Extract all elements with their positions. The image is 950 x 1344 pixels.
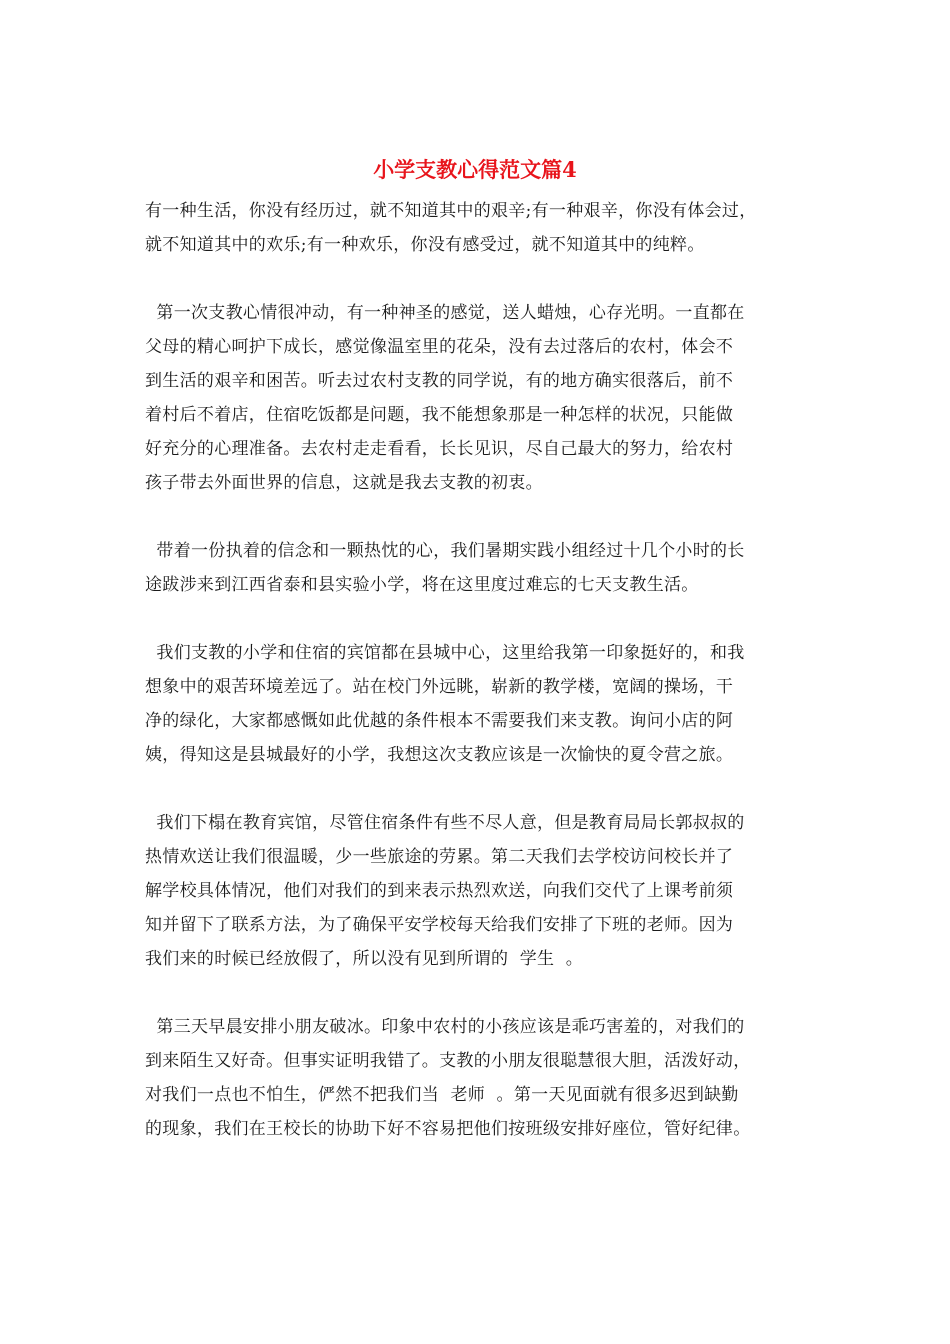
text-line: 第一次支教心情很冲动，有一种神圣的感觉，送人蜡烛，心存光明。一直都在 [145,303,745,323]
text-line: 到来陌生又好奇。但事实证明我错了。支教的小朋友很聪慧很大胆，活泼好动， [145,1051,751,1071]
document-title: 小学支教心得范文篇4 [373,157,577,182]
text-line: 我们来的时候已经放假了，所以没有见到所谓的 学生 。 [145,949,584,969]
text-line: 着村后不着店，住宿吃饭都是问题，我不能想象那是一种怎样的状况，只能做 [145,405,734,425]
text-line: 解学校具体情况，他们对我们的到来表示热烈欢送，向我们交代了上课考前须 [145,881,734,901]
text-line: 知并留下了联系方法，为了确保平安学校每天给我们安排了下班的老师。因为 [145,915,734,935]
text-line: 热情欢送让我们很温暖，少一些旅途的劳累。第二天我们去学校访问校长并了 [145,847,734,867]
text-line: 想象中的艰苦环境差远了。站在校门外远眺，崭新的教学楼，宽阔的操场，干 [145,677,734,697]
text-line: 到生活的艰辛和困苦。听去过农村支教的同学说，有的地方确实很落后，前不 [145,371,734,391]
paragraph [145,806,815,976]
text-line: 父母的精心呵护下成长，感觉像温室里的花朵，没有去过落后的农村，体会不 [145,337,734,357]
paragraph [145,534,815,602]
text-line: 途跋涉来到江西省泰和县实验小学，将在这里度过难忘的七天支教生活。 [145,575,699,595]
text-line: 好充分的心理准备。去农村走走看看，长长见识，尽自己最大的努力，给农村 [145,439,734,459]
text-line: 的现象，我们在王校长的协助下好不容易把他们按班级安排好座位，管好纪律。 [145,1119,751,1139]
paragraph-gap [145,976,815,1010]
paragraph [145,636,815,772]
text-line: 对我们一点也不怕生，俨然不把我们当 老师 。第一天见面就有很多迟到缺勤 [145,1085,739,1105]
paragraph [145,296,815,500]
paragraph [145,194,815,262]
paragraph-gap [145,602,815,636]
text-line: 我们下榻在教育宾馆，尽管住宿条件有些不尽人意，但是教育局局长郭叔叔的 [145,813,745,833]
document-body [145,194,815,1146]
text-line: 有一种生活，你没有经历过，就不知道其中的艰辛;有一种艰辛，你没有体会过， [145,201,757,221]
text-line: 带着一份执着的信念和一颗热忱的心，我们暑期实践小组经过十几个小时的长 [145,541,745,561]
text-line: 姨，得知这是县城最好的小学，我想这次支教应该是一次愉快的夏令营之旅。 [145,745,734,765]
paragraph-gap [145,262,815,296]
paragraph-gap [145,500,815,534]
text-line: 净的绿化，大家都感慨如此优越的条件根本不需要我们来支教。询问小店的阿 [145,711,734,731]
paragraph [145,1010,815,1146]
text-line: 我们支教的小学和住宿的宾馆都在县城中心，这里给我第一印象挺好的，和我 [145,643,745,663]
text-line: 孩子带去外面世界的信息，这就是我去支教的初衷。 [145,473,543,493]
text-line: 第三天早晨安排小朋友破冰。印象中农村的小孩应该是乖巧害羞的，对我们的 [145,1017,745,1037]
paragraph-gap [145,772,815,806]
text-line: 就不知道其中的欢乐;有一种欢乐，你没有感受过，就不知道其中的纯粹。 [145,235,705,255]
